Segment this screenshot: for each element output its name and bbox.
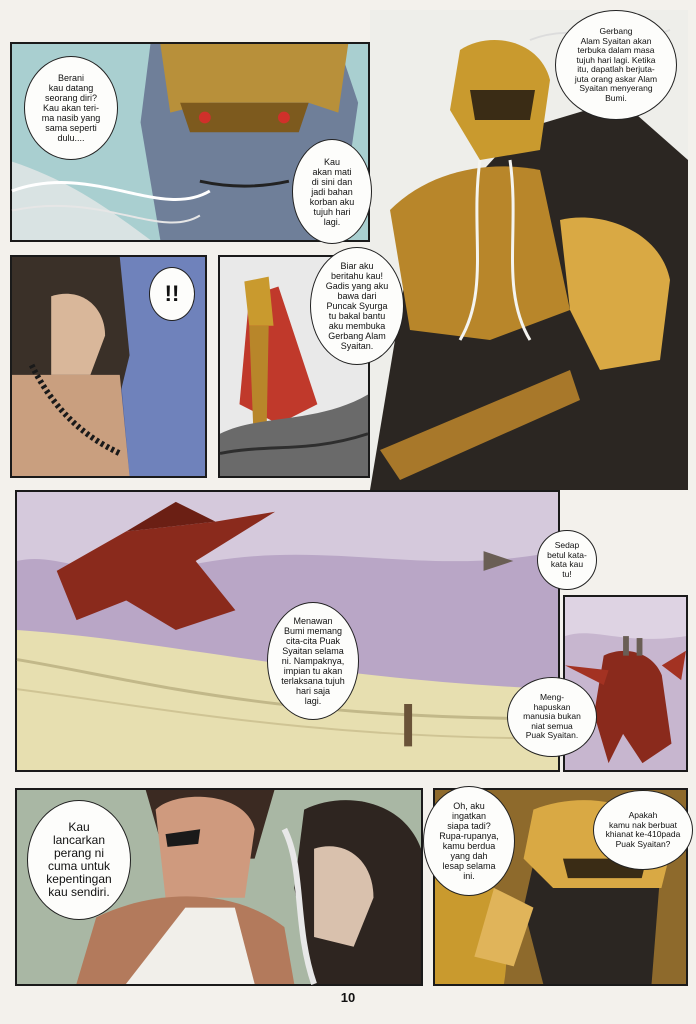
speech-bubble: Meng- hapuskan manusia bukan niat semua Puak Syaitan. xyxy=(507,677,597,757)
panel-surprised-warrior xyxy=(10,255,207,478)
exclamation-sfx: !! xyxy=(149,267,195,321)
panel-two-warriors xyxy=(15,788,423,986)
panel-demon-lord-closeup xyxy=(433,788,688,986)
panel-demon-beast xyxy=(523,595,688,772)
speech-bubble: Kau lancarkan perang ni cuma untuk kepentingan kau sendiri. xyxy=(27,800,131,920)
panel-villain-closeup xyxy=(10,42,370,242)
speech-bubble: Oh, aku ingatkan siapa tadi? Rupa-rupanya, kamu berdua yang dah lesap selama ini. xyxy=(423,786,515,896)
speech-bubble: Sedap betul kata- kata kau tu! xyxy=(537,530,597,590)
speech-bubble: Kau akan mati di sini dan jadi bahan korban aku tujuh hari lagi. xyxy=(292,139,372,244)
speech-bubble: Apakah kamu nak berbuat khianat ke-410pada Puak Syaitan? xyxy=(593,790,693,870)
panel-demon-lord xyxy=(370,10,688,490)
speech-bubble: Gerbang Alam Syaitan akan terbuka dalam masa tujuh hari lagi. Ketika itu, dapatlah berjuta- juta orang askar Alam Syaitan menyerang Bumi. xyxy=(555,10,677,120)
speech-bubble: Berani kau datang seorang diri? Kau akan teri- ma nasib yang sama seperti dulu.... xyxy=(24,56,118,160)
speech-bubble: Menawan Bumi memang cita-cita Puak Syaitan selama ni. Nampaknya, impian tu akan terlaksana tujuh hari saja lagi. xyxy=(267,602,359,720)
page-number: 10 xyxy=(340,990,356,1005)
panel-desert-dragon xyxy=(15,490,587,772)
panel-caped-figure xyxy=(218,255,389,478)
speech-bubble: Biar aku beritahu kau! Gadis yang aku bawa dari Puncak Syurga tu bakal bantu aku membuka Gerbang Alam Syaitan. xyxy=(310,247,404,365)
